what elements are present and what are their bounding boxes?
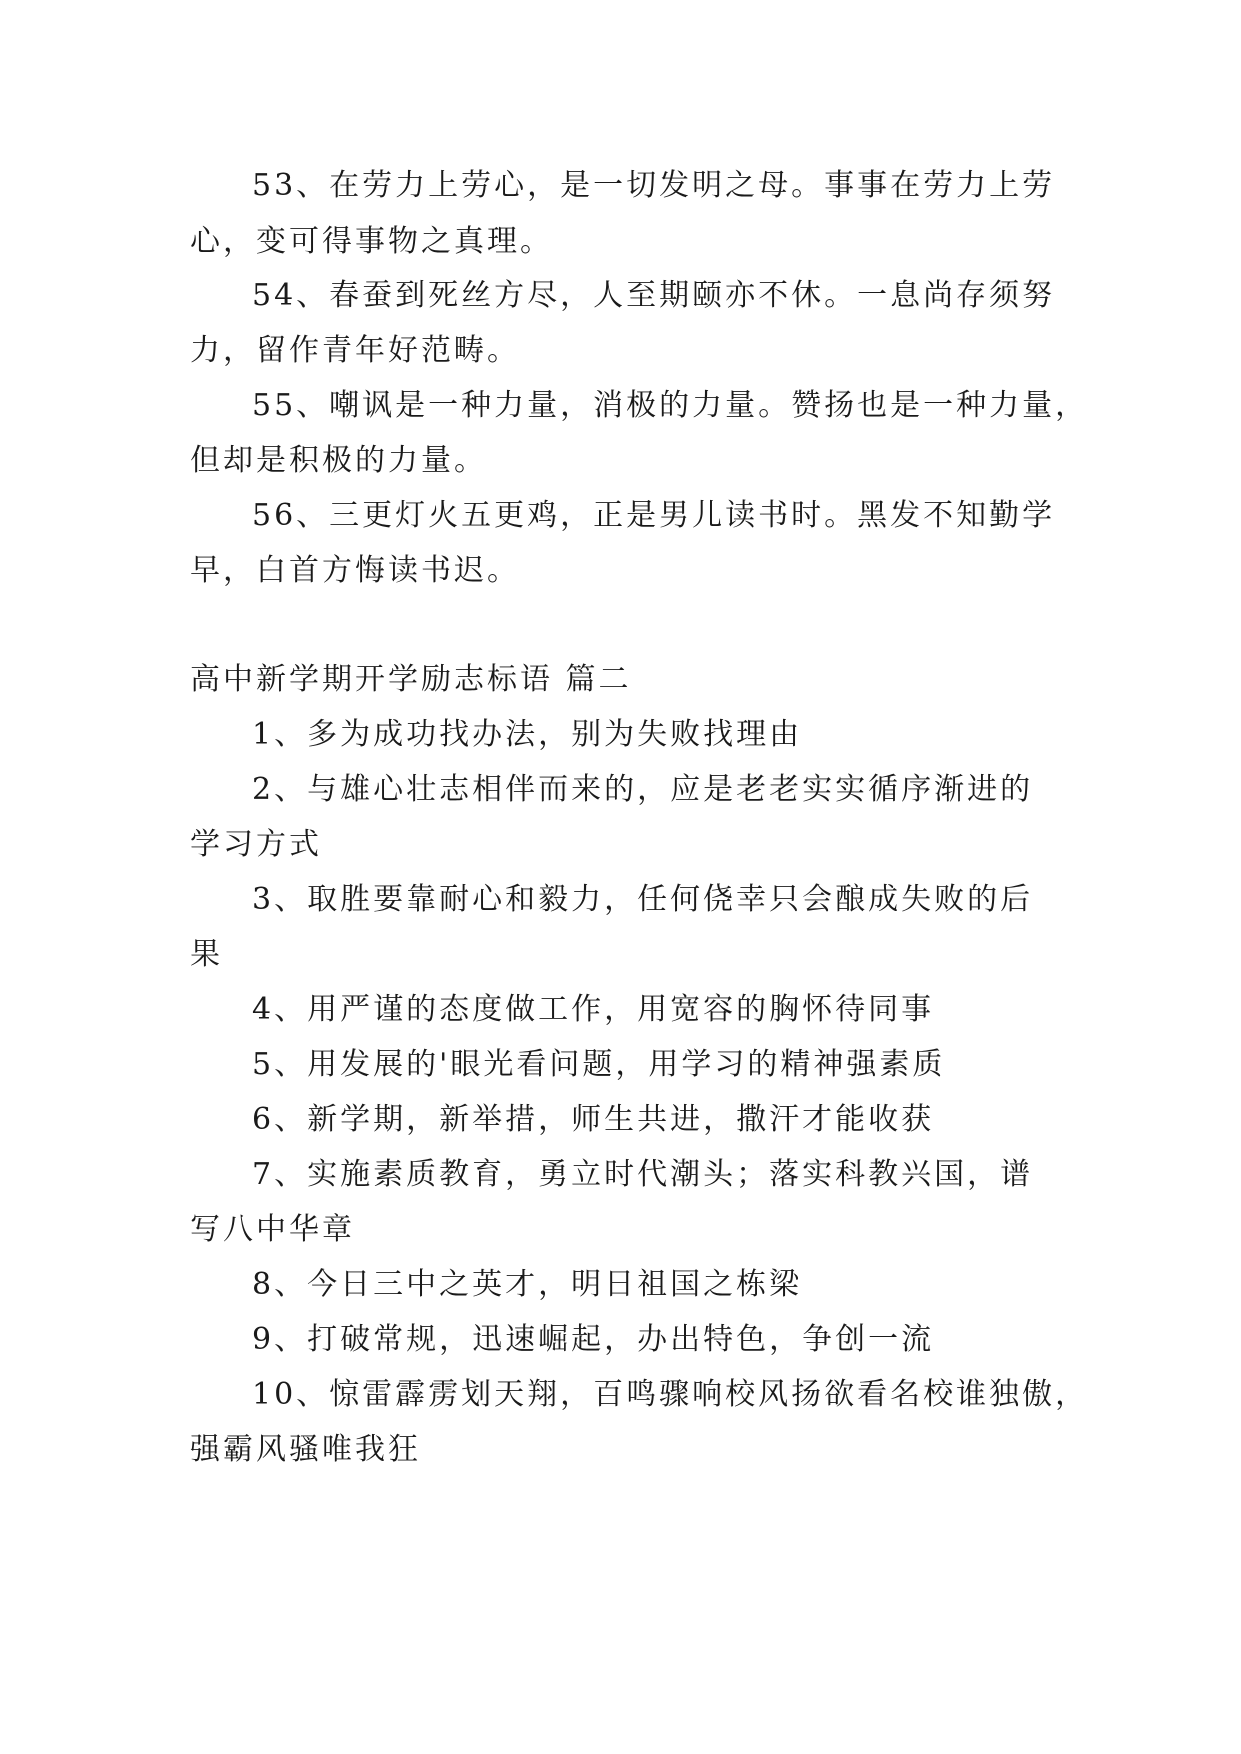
item-54-line-1: 54、春蚕到死丝方尽，人至期颐亦不休。一息尚存须努 (252, 278, 1056, 313)
item-6-line-1: 6、新学期，新举措，师生共进，撒汗才能收获 (252, 1102, 935, 1137)
item-10-line-2: 强霸风骚唯我狂 (190, 1432, 421, 1467)
item-55-line-1: 55、嘲讽是一种力量，消极的力量。赞扬也是一种力量， (252, 388, 1089, 423)
item-7-line-1: 7、实施素质教育，勇立时代潮头；落实科教兴国，谱 (252, 1157, 1034, 1192)
item-5-line-1: 5、用发展的'眼光看问题，用学习的精神强素质 (252, 1047, 946, 1082)
item-55-line-2: 但却是积极的力量。 (190, 443, 487, 478)
item-56-line-1: 56、三更灯火五更鸡，正是男儿读书时。黑发不知勤学 (252, 498, 1056, 533)
item-56-line-2: 早，白首方悔读书迟。 (190, 553, 520, 588)
item-8-line-1: 8、今日三中之英才，明日祖国之栋梁 (252, 1267, 803, 1302)
item-2-line-1: 2、与雄心壮志相伴而来的，应是老老实实循序渐进的 (252, 772, 1034, 807)
item-3-line-2: 果 (190, 937, 223, 972)
item-54-line-2: 力，留作青年好范畴。 (190, 333, 520, 368)
item-2-line-2: 学习方式 (190, 827, 322, 862)
item-53-line-1: 53、在劳力上劳心，是一切发明之母。事事在劳力上劳 (252, 168, 1056, 203)
section-heading: 高中新学期开学励志标语 篇二 (190, 662, 632, 697)
item-9-line-1: 9、打破常规，迅速崛起，办出特色，争创一流 (252, 1322, 935, 1357)
item-7-line-2: 写八中华章 (190, 1212, 355, 1247)
item-53-line-2: 心，变可得事物之真理。 (190, 224, 553, 259)
item-1-line-1: 1、多为成功找办法，别为失败找理由 (252, 717, 803, 752)
item-4-line-1: 4、用严谨的态度做工作，用宽容的胸怀待同事 (252, 992, 935, 1027)
item-3-line-1: 3、取胜要靠耐心和毅力，任何侥幸只会酿成失败的后 (252, 882, 1034, 917)
item-10-line-1: 10、惊雷霹雳划天翔，百鸣骤响校风扬欲看名校谁独傲， (252, 1377, 1089, 1412)
